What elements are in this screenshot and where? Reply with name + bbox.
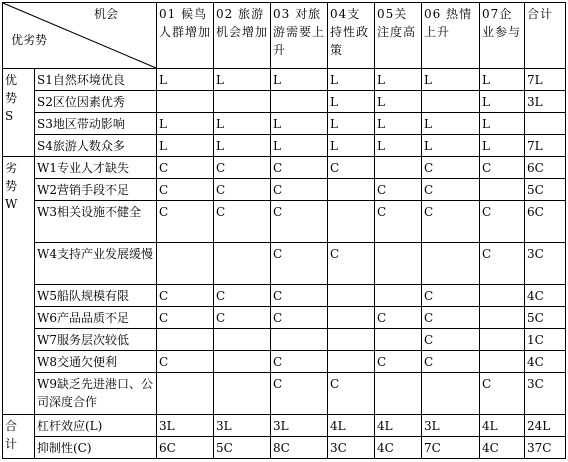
row-label: W9缺乏先进港口、公司深度合作 — [35, 373, 157, 415]
matrix-cell: C — [422, 201, 480, 243]
row-label: W4支持产业发展缓慢 — [35, 243, 157, 285]
matrix-cell — [422, 91, 480, 113]
matrix-cell — [157, 243, 214, 285]
matrix-cell: C — [157, 307, 214, 329]
matrix-cell — [328, 351, 375, 373]
matrix-cell: 3L — [157, 415, 214, 437]
matrix-cell: L — [422, 135, 480, 157]
matrix-cell: L — [328, 69, 375, 91]
matrix-cell: 8C — [271, 437, 328, 459]
strength-section — [3, 69, 566, 157]
row-total-cell: 4C — [525, 351, 566, 373]
matrix-cell: C — [271, 351, 328, 373]
weakness-row — [3, 373, 566, 415]
group-label-cell — [3, 415, 35, 459]
matrix-cell — [328, 285, 375, 307]
weakness-row — [3, 157, 566, 179]
matrix-cell: C — [157, 285, 214, 307]
weakness-row — [3, 179, 566, 201]
matrix-cell: C — [157, 201, 214, 243]
total-row — [3, 437, 566, 459]
matrix-cell: L — [480, 135, 525, 157]
matrix-cell: C — [480, 373, 525, 415]
matrix-cell: L — [214, 69, 271, 91]
header-row — [3, 3, 566, 69]
matrix-cell: C — [480, 157, 525, 179]
row-label: W1专业人才缺失 — [35, 157, 157, 179]
group-label: 优势S — [5, 73, 18, 123]
row-total-cell: 1C — [525, 329, 566, 351]
matrix-cell: C — [422, 351, 480, 373]
matrix-cell: L — [271, 135, 328, 157]
matrix-cell: C — [271, 157, 328, 179]
matrix-cell: C — [214, 179, 271, 201]
matrix-cell — [422, 243, 480, 285]
column-header: 03 对旅游需要上升 — [271, 3, 328, 69]
matrix-cell: 5C — [214, 437, 271, 459]
strength-row — [3, 135, 566, 157]
row-label: W5船队规模有限 — [35, 285, 157, 307]
matrix-cell: C — [480, 243, 525, 285]
matrix-cell: L — [375, 69, 422, 91]
matrix-cell: L — [214, 113, 271, 135]
matrix-cell: C — [375, 179, 422, 201]
column-header: 02 旅游机会增加 — [214, 3, 271, 69]
matrix-cell: L — [271, 69, 328, 91]
row-total-cell: 4C — [525, 285, 566, 307]
matrix-cell: L — [480, 113, 525, 135]
matrix-cell: L — [422, 113, 480, 135]
matrix-cell: C — [214, 285, 271, 307]
matrix-cell: L — [480, 69, 525, 91]
matrix-cell: 4C — [480, 437, 525, 459]
matrix-cell — [480, 351, 525, 373]
matrix-cell: C — [157, 351, 214, 373]
row-label: 杠杆效应(L) — [35, 415, 157, 437]
corner-cell — [3, 3, 157, 69]
matrix-cell — [214, 91, 271, 113]
matrix-cell: C — [375, 201, 422, 243]
matrix-cell: C — [271, 307, 328, 329]
matrix-cell: C — [328, 243, 375, 285]
weakness-row — [3, 351, 566, 373]
weakness-row — [3, 201, 566, 243]
row-label: S2区位因素优秀 — [35, 91, 157, 113]
corner-label-strength-weakness: 优劣势 — [11, 33, 48, 47]
row-label: W7服务层次较低 — [35, 329, 157, 351]
row-total-cell: 7L — [525, 135, 566, 157]
matrix-cell: L — [328, 91, 375, 113]
row-total-cell: 3C — [525, 243, 566, 285]
matrix-cell: C — [271, 285, 328, 307]
matrix-cell: C — [328, 373, 375, 415]
matrix-cell: L — [480, 91, 525, 113]
column-header: 01 候鸟人群增加 — [157, 3, 214, 69]
matrix-cell: C — [157, 157, 214, 179]
strength-row — [3, 113, 566, 135]
group-label-cell — [3, 157, 35, 415]
strength-row — [3, 69, 566, 91]
matrix-cell — [328, 179, 375, 201]
matrix-cell: L — [157, 135, 214, 157]
matrix-cell — [157, 91, 214, 113]
matrix-cell: C — [271, 179, 328, 201]
strength-row — [3, 91, 566, 113]
weakness-row — [3, 243, 566, 285]
row-label: S1自然环境优良 — [35, 69, 157, 91]
matrix-cell: 3L — [214, 415, 271, 437]
matrix-cell: L — [422, 69, 480, 91]
matrix-cell: 4L — [480, 415, 525, 437]
matrix-cell — [480, 179, 525, 201]
matrix-cell: L — [375, 113, 422, 135]
matrix-cell: 3L — [422, 415, 480, 437]
row-total-cell — [525, 113, 566, 135]
row-total-cell: 6C — [525, 201, 566, 243]
matrix-cell: 4L — [375, 415, 422, 437]
matrix-cell: C — [422, 179, 480, 201]
total-row — [3, 415, 566, 437]
matrix-cell: 3C — [328, 437, 375, 459]
matrix-cell: L — [375, 91, 422, 113]
matrix-cell: C — [214, 307, 271, 329]
column-header-total: 合计 — [525, 3, 566, 69]
row-label: 抑制性(C) — [35, 437, 157, 459]
matrix-cell: C — [480, 201, 525, 243]
matrix-cell — [214, 373, 271, 415]
row-total-cell: 5C — [525, 307, 566, 329]
matrix-cell: C — [271, 373, 328, 415]
row-total-cell: 6C — [525, 157, 566, 179]
matrix-cell — [422, 373, 480, 415]
weakness-row — [3, 307, 566, 329]
matrix-cell — [328, 201, 375, 243]
matrix-cell — [328, 307, 375, 329]
row-label: W6产品品质不足 — [35, 307, 157, 329]
totals-section — [3, 415, 566, 459]
matrix-cell: C — [375, 307, 422, 329]
matrix-cell — [271, 91, 328, 113]
matrix-cell — [271, 329, 328, 351]
matrix-cell: C — [157, 179, 214, 201]
matrix-cell: C — [271, 201, 328, 243]
matrix-cell: L — [375, 135, 422, 157]
row-label: S4旅游人数众多 — [35, 135, 157, 157]
row-label: W2营销手段不足 — [35, 179, 157, 201]
matrix-cell: C — [328, 157, 375, 179]
matrix-cell — [157, 329, 214, 351]
matrix-cell: L — [328, 135, 375, 157]
matrix-cell: C — [214, 157, 271, 179]
matrix-cell — [375, 285, 422, 307]
row-label: S3地区带动影响 — [35, 113, 157, 135]
matrix-cell — [375, 157, 422, 179]
matrix-cell: L — [271, 113, 328, 135]
matrix-cell: L — [157, 69, 214, 91]
row-total-cell: 24L — [525, 415, 566, 437]
row-total-cell: 37C — [525, 437, 566, 459]
matrix-cell — [375, 373, 422, 415]
matrix-cell: C — [422, 329, 480, 351]
group-label: 合计 — [5, 419, 18, 451]
row-label: W3相关设施不健全 — [35, 201, 157, 243]
matrix-cell: C — [271, 243, 328, 285]
column-header: 04支持性政策 — [328, 3, 375, 69]
matrix-cell — [214, 329, 271, 351]
row-total-cell: 5C — [525, 179, 566, 201]
weakness-row — [3, 285, 566, 307]
matrix-cell: L — [214, 135, 271, 157]
matrix-cell — [480, 329, 525, 351]
matrix-cell: L — [157, 113, 214, 135]
row-label: W8交通欠便利 — [35, 351, 157, 373]
matrix-cell: C — [422, 307, 480, 329]
matrix-cell: C — [422, 285, 480, 307]
weakness-row — [3, 329, 566, 351]
weakness-section — [3, 157, 566, 415]
matrix-cell — [375, 329, 422, 351]
matrix-cell: C — [422, 157, 480, 179]
row-total-cell: 7L — [525, 69, 566, 91]
matrix-cell — [328, 329, 375, 351]
column-header: 05关注度高 — [375, 3, 422, 69]
column-header: 06 热情上升 — [422, 3, 480, 69]
matrix-cell — [214, 243, 271, 285]
matrix-cell — [157, 373, 214, 415]
group-label-cell — [3, 69, 35, 157]
matrix-cell — [480, 307, 525, 329]
matrix-cell: 7C — [422, 437, 480, 459]
matrix-cell — [214, 351, 271, 373]
matrix-cell: C — [214, 201, 271, 243]
matrix-cell — [480, 285, 525, 307]
group-label: 劣势W — [5, 161, 18, 211]
matrix-cell: 4C — [375, 437, 422, 459]
matrix-cell: L — [328, 113, 375, 135]
corner-label-opportunity: 机会 — [93, 7, 118, 21]
row-total-cell: 3L — [525, 91, 566, 113]
matrix-cell — [375, 243, 422, 285]
matrix-cell: 6C — [157, 437, 214, 459]
swot-matrix-table — [2, 2, 566, 459]
column-header: 07企业参与 — [480, 3, 525, 69]
matrix-cell: 4L — [328, 415, 375, 437]
matrix-cell: 3L — [271, 415, 328, 437]
matrix-cell: C — [375, 351, 422, 373]
row-total-cell: 3C — [525, 373, 566, 415]
